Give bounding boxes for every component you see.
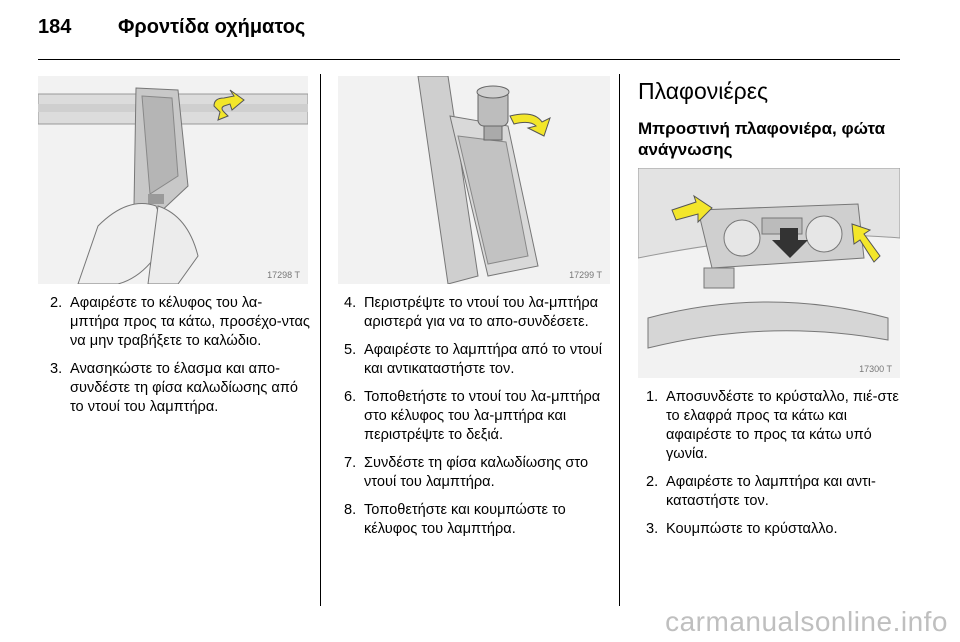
figure-number: 17298 T	[267, 270, 300, 280]
step-text: Περιστρέψτε το ντουί του λα-μπτήρα αριστερά για να το απο-συνδέσετε.	[364, 295, 599, 330]
figure-number: 17300 T	[859, 364, 892, 374]
steps-list-column-3	[646, 388, 904, 548]
figure-number: 17299 T	[569, 270, 602, 280]
steps-list-column-1	[50, 294, 310, 426]
watermark: carmanualsonline.info	[665, 606, 948, 637]
step-text: Αφαιρέστε το λαμπτήρα από το ντουί και αντικαταστήστε τον.	[364, 342, 603, 377]
list-item	[344, 341, 610, 379]
step-text: Τοποθετήστε και κουμπώστε το κέλυφος του λαμπτήρα.	[364, 502, 566, 537]
step-number: 7.	[344, 455, 357, 471]
step-number: 2.	[646, 474, 659, 490]
list-item	[344, 501, 610, 539]
step-number: 5.	[344, 342, 357, 358]
step-number: 6.	[344, 389, 357, 405]
step-number: 1.	[646, 389, 659, 405]
step-text: Αφαιρέστε το λαμπτήρα και αντι-καταστήστε τον.	[666, 474, 876, 509]
list-item	[646, 388, 904, 464]
step-number: 3.	[50, 361, 63, 377]
step-text: Αφαιρέστε το κέλυφος του λα-μπτήρα προς τα κάτω, προσέχο-ντας να μην τραβήξετε το καλώδιο.	[70, 295, 310, 349]
list-item	[646, 520, 904, 539]
list-item	[344, 388, 610, 445]
step-text: Αποσυνδέστε το κρύσταλλο, πιέ-στε το ελαφρά προς τα κάτω και αφαιρέστε το προς τα κάτω υπό γωνία.	[666, 389, 899, 462]
list-item	[50, 360, 310, 417]
page-number: 184	[38, 16, 72, 38]
list-item	[50, 294, 310, 351]
subsection-title: Μπροστινή πλαφονιέρα, φώτα ανάγνωσης	[638, 119, 886, 159]
section-title: Πλαφονιέρες	[638, 78, 769, 104]
step-text: Κουμπώστε το κρύσταλλο.	[666, 521, 838, 537]
page-title: Φροντίδα οχήματος	[118, 16, 306, 38]
figure-bulb-socket-rotation	[338, 76, 610, 284]
step-number: 8.	[344, 502, 357, 518]
step-number: 2.	[50, 295, 63, 311]
page-header	[0, 0, 960, 62]
list-item	[344, 294, 610, 332]
column-divider-2	[619, 74, 620, 606]
illustration-bulb-socket	[338, 76, 610, 284]
step-text: Τοποθετήστε το ντουί του λα-μπτήρα στο κέλυφος του λα-μπτήρα και περιστρέψτε το δεξιά.	[364, 389, 601, 443]
list-item	[646, 473, 904, 511]
header-rule	[38, 59, 900, 60]
figure-lamp-housing-removal	[38, 76, 308, 284]
list-item	[344, 454, 610, 492]
column-divider-1	[320, 74, 321, 606]
step-text: Ανασηκώστε το έλασμα και απο-συνδέστε τη φίσα καλωδίωσης από το ντουί του λαμπτήρα.	[70, 361, 299, 415]
figure-front-courtesy-light	[638, 168, 900, 378]
step-number: 4.	[344, 295, 357, 311]
illustration-lamp-housing	[38, 76, 308, 284]
illustration-courtesy-light	[638, 168, 900, 378]
steps-list-column-2	[344, 294, 610, 548]
step-text: Συνδέστε τη φίσα καλωδίωσης στο ντουί του λαμπτήρα.	[364, 455, 589, 490]
step-number: 3.	[646, 521, 659, 537]
